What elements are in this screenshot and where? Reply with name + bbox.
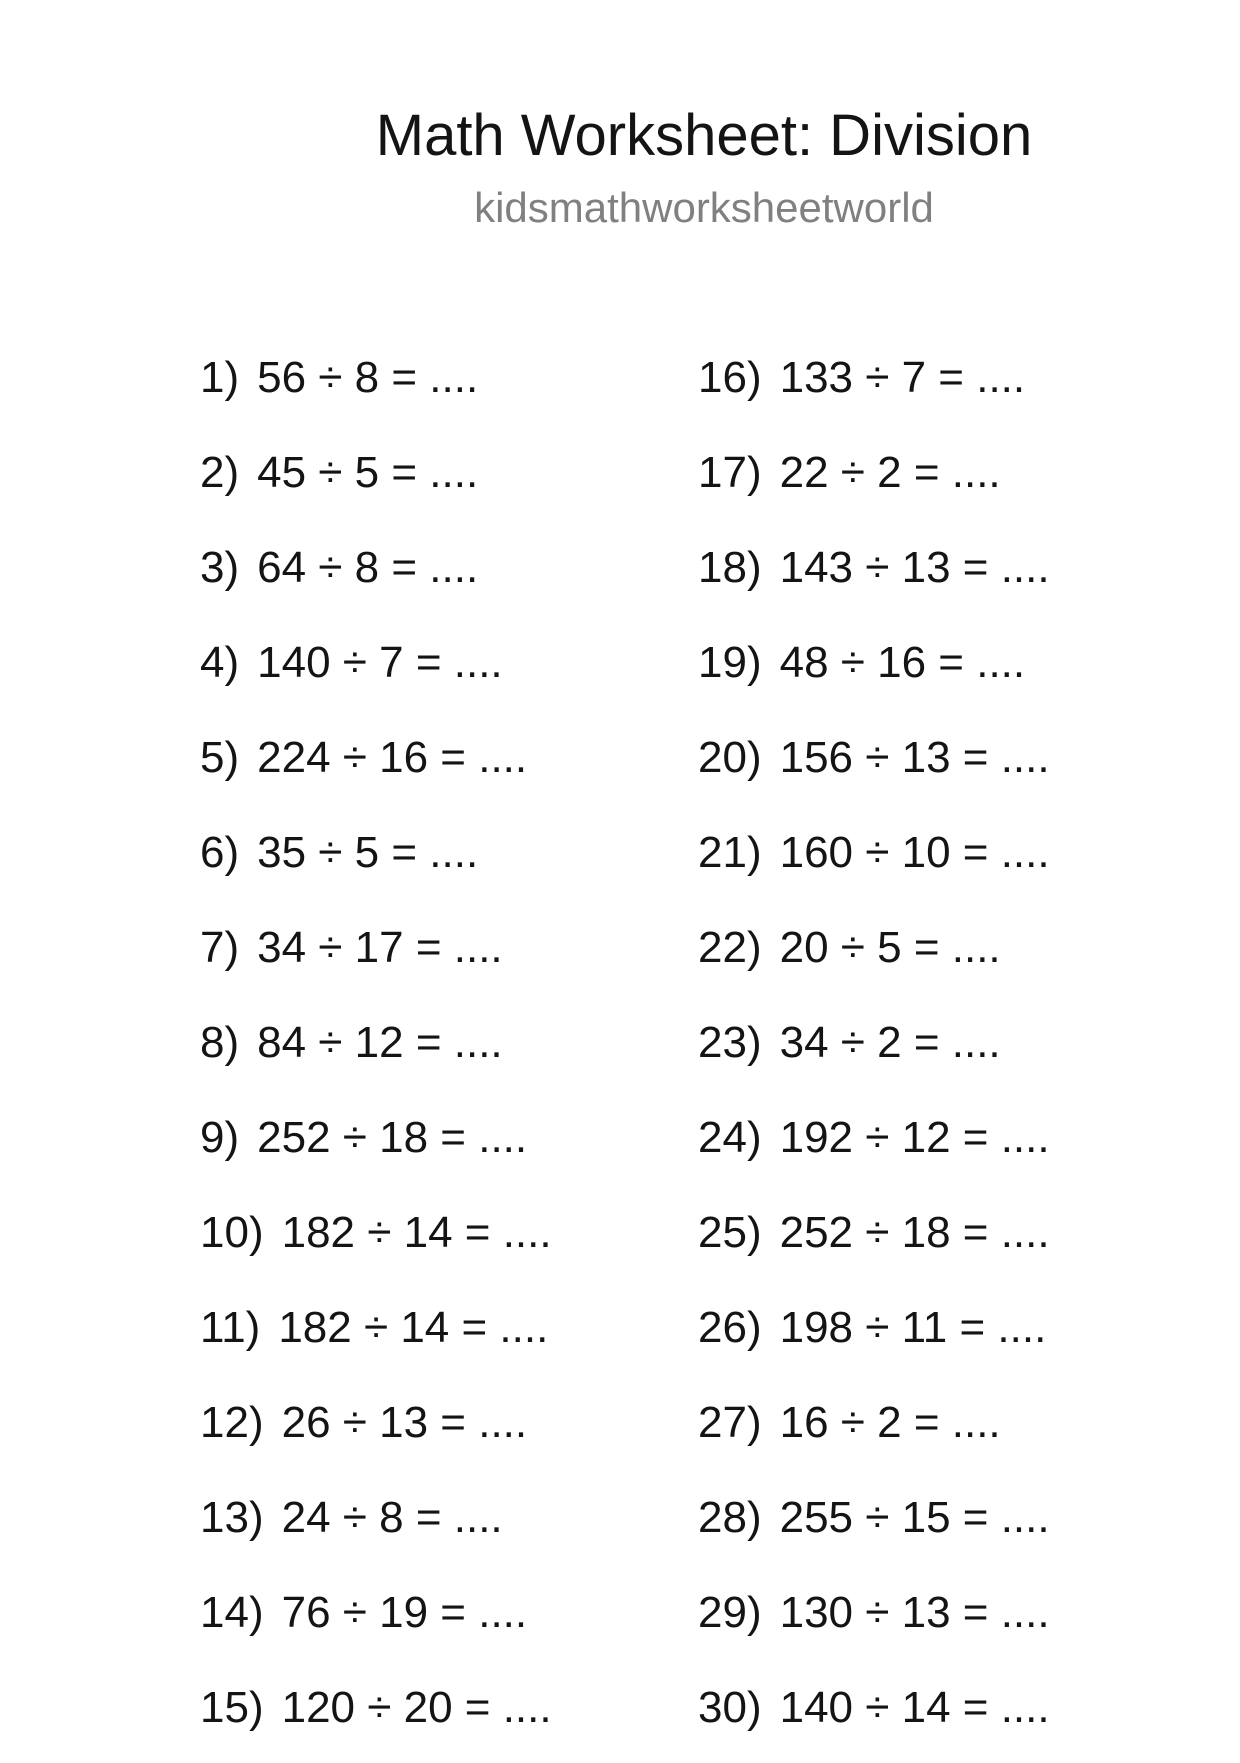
problem-19 (698, 623, 1050, 718)
problem-expression: 255 ÷ 15 = .... (779, 1493, 1050, 1542)
problem-expression: 76 ÷ 19 = .... (281, 1588, 528, 1637)
problem-number: 19) (698, 638, 762, 687)
problem-number: 24) (698, 1113, 762, 1162)
problem-9 (200, 1098, 552, 1193)
problem-expression: 34 ÷ 2 = .... (779, 1018, 1001, 1067)
problem-column-right (698, 338, 1050, 1763)
problem-number: 25) (698, 1208, 762, 1257)
problem-number: 10) (200, 1208, 264, 1257)
problem-number: 7) (200, 923, 240, 972)
problem-expression: 34 ÷ 17 = .... (257, 923, 503, 972)
problem-3 (200, 528, 552, 623)
problem-number: 14) (200, 1588, 264, 1637)
problem-number: 13) (200, 1493, 264, 1542)
problem-expression: 48 ÷ 16 = .... (779, 638, 1026, 687)
problem-11 (200, 1288, 552, 1383)
problem-15 (200, 1668, 552, 1763)
problem-1 (200, 338, 552, 433)
problem-expression: 156 ÷ 13 = .... (779, 733, 1050, 782)
problem-expression: 252 ÷ 18 = .... (779, 1208, 1050, 1257)
page-subtitle: kidsmathworksheetworld (474, 184, 934, 231)
problem-10 (200, 1193, 552, 1288)
problem-expression: 252 ÷ 18 = .... (257, 1113, 528, 1162)
problem-23 (698, 1003, 1050, 1098)
problem-number: 18) (698, 543, 762, 592)
problem-expression: 22 ÷ 2 = .... (779, 448, 1001, 497)
problem-expression: 35 ÷ 5 = .... (257, 828, 479, 877)
problem-expression: 20 ÷ 5 = .... (779, 923, 1001, 972)
problem-7 (200, 908, 552, 1003)
problem-number: 3) (200, 543, 240, 592)
problem-expression: 130 ÷ 13 = .... (779, 1588, 1050, 1637)
problem-29 (698, 1573, 1050, 1668)
problem-number: 29) (698, 1588, 762, 1637)
problem-28 (698, 1478, 1050, 1573)
page-title: Math Worksheet: Division (375, 103, 1033, 168)
problem-number: 1) (200, 353, 240, 402)
problem-number: 22) (698, 923, 762, 972)
problem-14 (200, 1573, 552, 1668)
problem-expression: 16 ÷ 2 = .... (779, 1398, 1001, 1447)
problem-number: 5) (200, 733, 240, 782)
problem-24 (698, 1098, 1050, 1193)
problem-22 (698, 908, 1050, 1003)
problem-number: 8) (200, 1018, 240, 1067)
problem-4 (200, 623, 552, 718)
problem-number: 6) (200, 828, 240, 877)
problem-expression: 140 ÷ 14 = .... (779, 1683, 1050, 1732)
problem-expression: 182 ÷ 14 = .... (278, 1303, 549, 1352)
problem-expression: 120 ÷ 20 = .... (281, 1683, 552, 1732)
problem-number: 16) (698, 353, 762, 402)
problem-13 (200, 1478, 552, 1573)
problem-number: 17) (698, 448, 762, 497)
problem-expression: 224 ÷ 16 = .... (257, 733, 528, 782)
problem-expression: 140 ÷ 7 = .... (257, 638, 503, 687)
problem-expression: 26 ÷ 13 = .... (281, 1398, 528, 1447)
problem-expression: 64 ÷ 8 = .... (257, 543, 479, 592)
problem-expression: 84 ÷ 12 = .... (257, 1018, 503, 1067)
problem-26 (698, 1288, 1050, 1383)
problem-column-left (200, 338, 552, 1763)
problem-number: 21) (698, 828, 762, 877)
problem-number: 15) (200, 1683, 264, 1732)
problem-27 (698, 1383, 1050, 1478)
problem-expression: 182 ÷ 14 = .... (281, 1208, 552, 1257)
problem-number: 26) (698, 1303, 762, 1352)
problem-expression: 160 ÷ 10 = .... (779, 828, 1050, 877)
problem-number: 11) (200, 1303, 261, 1352)
problem-expression: 24 ÷ 8 = .... (281, 1493, 503, 1542)
problem-number: 12) (200, 1398, 264, 1447)
problem-number: 2) (200, 448, 240, 497)
problem-expression: 143 ÷ 13 = .... (779, 543, 1050, 592)
problem-18 (698, 528, 1050, 623)
problem-number: 23) (698, 1018, 762, 1067)
problem-number: 20) (698, 733, 762, 782)
problem-expression: 133 ÷ 7 = .... (779, 353, 1026, 402)
problem-21 (698, 813, 1050, 908)
problem-16 (698, 338, 1050, 433)
problem-expression: 198 ÷ 11 = .... (779, 1303, 1047, 1352)
problem-2 (200, 433, 552, 528)
problem-expression: 45 ÷ 5 = .... (257, 448, 479, 497)
problem-6 (200, 813, 552, 908)
problem-12 (200, 1383, 552, 1478)
problem-25 (698, 1193, 1050, 1288)
problem-30 (698, 1668, 1050, 1763)
problem-20 (698, 718, 1050, 813)
problem-number: 28) (698, 1493, 762, 1542)
problem-number: 27) (698, 1398, 762, 1447)
problem-number: 30) (698, 1683, 762, 1732)
problem-5 (200, 718, 552, 813)
problem-number: 4) (200, 638, 240, 687)
problem-17 (698, 433, 1050, 528)
problem-number: 9) (200, 1113, 240, 1162)
problem-expression: 192 ÷ 12 = .... (779, 1113, 1050, 1162)
problem-expression: 56 ÷ 8 = .... (257, 353, 479, 402)
problem-8 (200, 1003, 552, 1098)
